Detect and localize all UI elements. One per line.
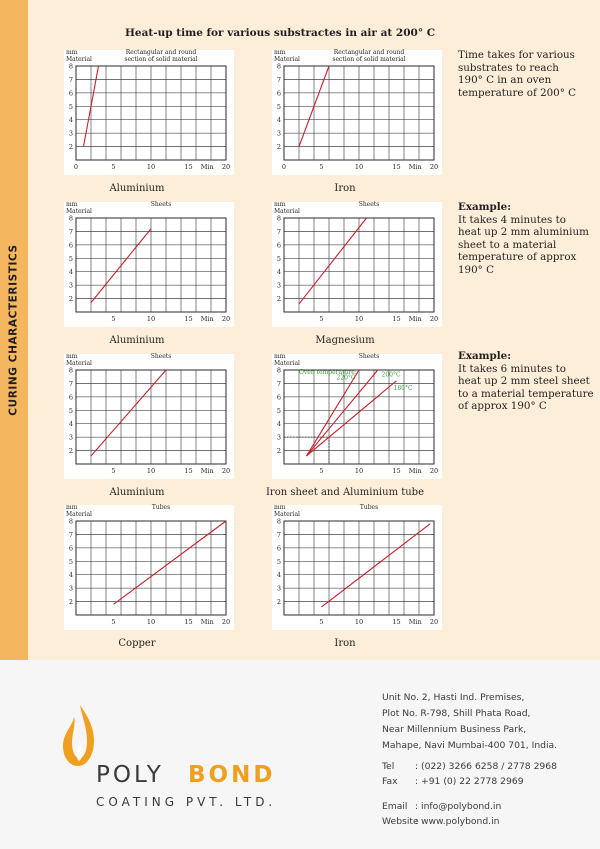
chart-panel bbox=[64, 504, 234, 649]
x-tick-label: 20 bbox=[221, 315, 231, 323]
x-tick-label: 5 bbox=[319, 163, 324, 171]
tel-value: : (022) 3266 6258 / 2778 2968 bbox=[415, 761, 557, 772]
x-axis-label: Min bbox=[200, 315, 214, 323]
website-label: Website bbox=[382, 816, 419, 827]
x-tick-label: 5 bbox=[319, 467, 324, 475]
brand-subtitle: COATING PVT. LTD. bbox=[96, 795, 277, 809]
x-tick-label: 15 bbox=[184, 618, 193, 626]
y-tick-label: 2 bbox=[276, 143, 281, 152]
x-tick-label: 0 bbox=[73, 163, 79, 171]
chart-background bbox=[272, 202, 442, 327]
website-link[interactable]: : www.polybond.in bbox=[415, 816, 500, 827]
y-tick-label: 2 bbox=[68, 598, 73, 607]
x-tick-label: 15 bbox=[392, 618, 401, 626]
y-tick-label: 3 bbox=[276, 129, 281, 138]
address-line: Mahape, Navi Mumbai-400 701, India. bbox=[382, 740, 558, 751]
x-tick-label: 20 bbox=[221, 163, 231, 171]
x-axis-label: Min bbox=[200, 618, 214, 626]
y-tick-label: 4 bbox=[68, 116, 73, 125]
chart-caption: Iron bbox=[334, 183, 356, 194]
y-tick-label: 6 bbox=[276, 544, 281, 553]
chart-background bbox=[64, 505, 234, 630]
chart-subtitle: Rectangular and round bbox=[125, 49, 197, 56]
fax-label: Fax bbox=[382, 776, 398, 787]
y-tick-label: 8 bbox=[68, 366, 73, 375]
chart-panel bbox=[64, 49, 234, 194]
note-example-steel bbox=[458, 350, 594, 413]
x-tick-label: 5 bbox=[111, 315, 116, 323]
chart-caption: Copper bbox=[118, 638, 156, 649]
x-axis-label: Min bbox=[408, 618, 422, 626]
y-tick-label: 2 bbox=[68, 143, 73, 152]
y-tick-label: 2 bbox=[276, 598, 281, 607]
address-line: Plot No. R-798, Shill Phata Road, bbox=[382, 708, 531, 719]
chart-annotation: 220°C bbox=[336, 374, 356, 382]
chart-background bbox=[64, 202, 234, 327]
chart-subtitle: Sheets bbox=[358, 353, 380, 360]
x-tick-label: 5 bbox=[111, 618, 116, 626]
x-axis-label: Min bbox=[408, 467, 422, 475]
y-tick-label: 4 bbox=[276, 116, 281, 125]
chart-caption: Magnesium bbox=[315, 335, 375, 346]
y-tick-label: 4 bbox=[276, 420, 281, 429]
x-tick-label: 20 bbox=[221, 467, 231, 475]
y-tick-label: 4 bbox=[276, 268, 281, 277]
y-tick-label: 7 bbox=[68, 379, 73, 388]
y-tick-label: 5 bbox=[68, 254, 73, 263]
y-axis-label: mm bbox=[274, 504, 286, 511]
chart-caption: Iron bbox=[334, 638, 356, 649]
chart-panel bbox=[266, 353, 442, 498]
note-body: It takes 4 minutes to heat up 2 mm aluminium sheet to a material temperature of approx 190° C bbox=[458, 213, 589, 276]
note-body: Time takes for various substrates to reach 190° C in an oven temperature of 200° C bbox=[458, 49, 577, 99]
x-tick-label: 10 bbox=[354, 163, 364, 171]
y-tick-label: 7 bbox=[68, 75, 73, 84]
tel-label: Tel bbox=[382, 761, 395, 772]
x-axis-label: Min bbox=[408, 163, 422, 171]
note-body: It takes 6 minutes to heat up 2 mm steel sheet to a material temperature of approx 190° C bbox=[458, 362, 594, 413]
chart-panel bbox=[272, 49, 442, 194]
y-tick-label: 4 bbox=[68, 268, 73, 277]
x-tick-label: 15 bbox=[392, 467, 401, 475]
y-tick-label: 6 bbox=[276, 393, 281, 402]
note-example-aluminium bbox=[458, 201, 589, 277]
chart-subtitle: Tubes bbox=[151, 504, 171, 511]
chart-annotation: 180°C bbox=[393, 385, 413, 393]
x-tick-label: 15 bbox=[184, 163, 193, 171]
y-tick-label: 7 bbox=[276, 379, 281, 388]
y-tick-label: 8 bbox=[68, 62, 73, 71]
x-tick-label: 15 bbox=[184, 467, 193, 475]
address-line: Near Millennium Business Park, bbox=[382, 724, 527, 735]
x-axis-label: Min bbox=[408, 315, 422, 323]
sidebar-title-text: CURING CHARACTERISTICS bbox=[8, 244, 21, 416]
y-tick-label: 8 bbox=[276, 366, 281, 375]
chart-subtitle: Sheets bbox=[358, 201, 380, 208]
y-axis-label: Material bbox=[274, 511, 300, 518]
y-tick-label: 7 bbox=[68, 530, 73, 539]
y-tick-label: 6 bbox=[68, 89, 73, 98]
y-tick-label: 3 bbox=[68, 433, 73, 442]
chart-caption: Aluminium bbox=[109, 487, 165, 498]
x-tick-label: 20 bbox=[429, 467, 439, 475]
chart-background bbox=[64, 354, 234, 479]
y-axis-label: mm bbox=[274, 49, 286, 56]
y-tick-label: 5 bbox=[276, 254, 281, 263]
y-tick-label: 8 bbox=[68, 517, 73, 526]
y-tick-label: 3 bbox=[68, 281, 73, 290]
x-tick-label: 10 bbox=[146, 618, 156, 626]
y-tick-label: 2 bbox=[276, 295, 281, 304]
chart-subtitle: Rectangular and round bbox=[333, 49, 405, 56]
chart-subtitle: Sheets bbox=[150, 353, 172, 360]
y-axis-label: mm bbox=[274, 353, 286, 360]
y-tick-label: 8 bbox=[276, 517, 281, 526]
x-tick-label: 5 bbox=[111, 467, 116, 475]
x-tick-label: 20 bbox=[429, 618, 439, 626]
x-tick-label: 15 bbox=[392, 163, 401, 171]
y-tick-label: 6 bbox=[68, 241, 73, 250]
y-tick-label: 3 bbox=[68, 129, 73, 138]
note-heading: Example: bbox=[458, 350, 512, 362]
y-tick-label: 5 bbox=[68, 102, 73, 111]
y-tick-label: 3 bbox=[276, 281, 281, 290]
x-tick-label: 10 bbox=[354, 618, 364, 626]
chart-annotation: Oven temperature: bbox=[299, 369, 357, 377]
y-tick-label: 6 bbox=[68, 544, 73, 553]
y-tick-label: 3 bbox=[276, 584, 281, 593]
y-tick-label: 7 bbox=[276, 530, 281, 539]
y-tick-label: 5 bbox=[276, 406, 281, 415]
chart-panel bbox=[272, 504, 442, 649]
y-axis-label: Material bbox=[66, 56, 92, 63]
x-tick-label: 5 bbox=[319, 315, 324, 323]
chart-panel bbox=[64, 201, 234, 346]
x-tick-label: 15 bbox=[392, 315, 401, 323]
y-axis-label: mm bbox=[66, 504, 78, 511]
x-tick-label: 20 bbox=[221, 618, 231, 626]
x-tick-label: 10 bbox=[146, 315, 156, 323]
x-tick-label: 10 bbox=[354, 315, 364, 323]
chart-caption: Aluminium bbox=[109, 335, 165, 346]
y-axis-label: Material bbox=[274, 56, 300, 63]
y-tick-label: 3 bbox=[276, 433, 281, 442]
fax-value: : +91 (0) 22 2778 2969 bbox=[415, 776, 524, 787]
y-tick-label: 6 bbox=[276, 241, 281, 250]
address-line: Unit No. 2, Hasti Ind. Premises, bbox=[382, 692, 525, 703]
polybond-logo-icon bbox=[60, 703, 100, 773]
y-tick-label: 5 bbox=[68, 557, 73, 566]
chart-subtitle: Sheets bbox=[150, 201, 172, 208]
y-tick-label: 8 bbox=[68, 214, 73, 223]
chart-background bbox=[272, 505, 442, 630]
note-heading: Example: bbox=[458, 201, 512, 213]
chart-annotation: 200°C bbox=[381, 371, 401, 379]
y-axis-label: Material bbox=[66, 360, 92, 367]
y-axis-label: Material bbox=[274, 208, 300, 215]
y-tick-label: 4 bbox=[68, 571, 73, 580]
y-tick-label: 6 bbox=[276, 89, 281, 98]
y-tick-label: 7 bbox=[276, 227, 281, 236]
y-tick-label: 4 bbox=[276, 571, 281, 580]
chart-subtitle: Tubes bbox=[359, 504, 379, 511]
y-axis-label: mm bbox=[274, 201, 286, 208]
chart-background bbox=[272, 50, 442, 175]
x-tick-label: 20 bbox=[429, 163, 439, 171]
email-label: Email bbox=[382, 801, 408, 812]
chart-caption: Aluminium bbox=[109, 183, 165, 194]
x-tick-label: 0 bbox=[281, 163, 287, 171]
y-tick-label: 6 bbox=[68, 393, 73, 402]
y-tick-label: 2 bbox=[68, 447, 73, 456]
x-axis-label: Min bbox=[200, 467, 214, 475]
y-axis-label: Material bbox=[66, 511, 92, 518]
note-oven-time bbox=[458, 49, 576, 99]
brand-name-bond: BOND bbox=[188, 762, 276, 788]
x-tick-label: 20 bbox=[429, 315, 439, 323]
brand-name-poly: POLY bbox=[96, 762, 164, 788]
y-tick-label: 2 bbox=[68, 295, 73, 304]
y-tick-label: 7 bbox=[276, 75, 281, 84]
x-tick-label: 10 bbox=[146, 467, 156, 475]
x-axis-label: Min bbox=[200, 163, 214, 171]
y-axis-label: mm bbox=[66, 353, 78, 360]
y-tick-label: 5 bbox=[276, 557, 281, 566]
y-tick-label: 5 bbox=[68, 406, 73, 415]
page-title: Heat-up time for various substractes in air at 200° C bbox=[125, 27, 436, 39]
x-tick-label: 5 bbox=[319, 618, 324, 626]
x-tick-label: 10 bbox=[146, 163, 156, 171]
y-axis-label: mm bbox=[66, 201, 78, 208]
y-tick-label: 5 bbox=[276, 102, 281, 111]
y-tick-label: 2 bbox=[276, 447, 281, 456]
y-tick-label: 8 bbox=[276, 62, 281, 71]
x-tick-label: 15 bbox=[184, 315, 193, 323]
x-tick-label: 5 bbox=[111, 163, 116, 171]
chart-panel bbox=[64, 353, 234, 498]
chart-caption: Iron sheet and Aluminium tube bbox=[265, 487, 425, 498]
y-tick-label: 8 bbox=[276, 214, 281, 223]
chart-subtitle: section of solid material bbox=[124, 56, 198, 63]
y-axis-label: Material bbox=[274, 360, 300, 367]
x-tick-label: 10 bbox=[354, 467, 364, 475]
y-tick-label: 7 bbox=[68, 227, 73, 236]
chart-subtitle: section of solid material bbox=[332, 56, 406, 63]
y-axis-label: Material bbox=[66, 208, 92, 215]
y-axis-label: mm bbox=[66, 49, 78, 56]
chart-panel bbox=[272, 201, 442, 346]
email-link[interactable]: : info@polybond.in bbox=[415, 801, 502, 812]
y-tick-label: 4 bbox=[68, 420, 73, 429]
y-tick-label: 3 bbox=[68, 584, 73, 593]
